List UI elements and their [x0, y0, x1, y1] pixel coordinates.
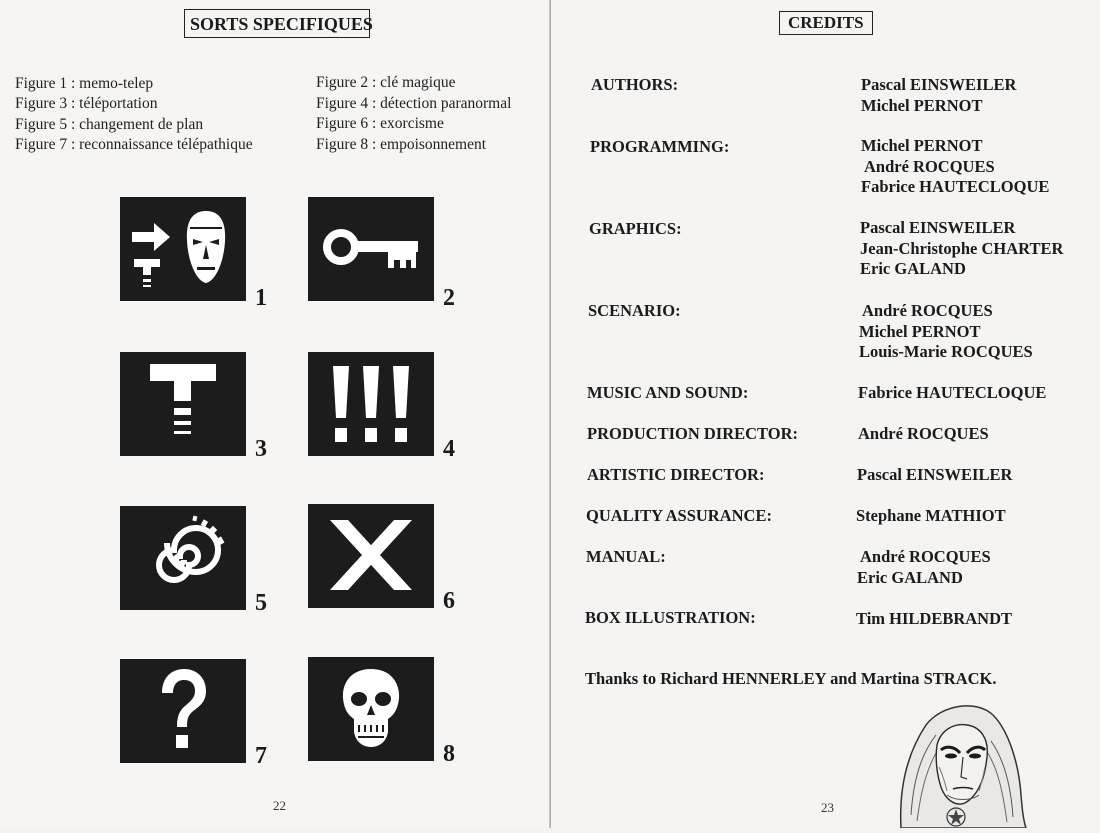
icon-number: 3 [255, 436, 267, 462]
figure-caption: Figure 3 : téléportation [15, 95, 158, 112]
page-title-sorts: SORTS SPECIFIQUES [184, 9, 370, 38]
credit-names [857, 465, 1012, 486]
figure-caption: Figure 1 : memo-telep [15, 75, 154, 92]
figure-caption: Figure 2 : clé magique [316, 74, 456, 91]
credit-name: Pascal EINSWEILER [861, 75, 1017, 94]
icon-number: 8 [443, 741, 455, 767]
credit-name: Tim HILDEBRANDT [856, 609, 1013, 628]
icon-number: 4 [443, 436, 455, 462]
arrow-face-icon [120, 197, 246, 301]
skull-icon [308, 657, 434, 761]
icon-number: 7 [255, 743, 267, 769]
page-title-credits: CREDITS [779, 11, 873, 35]
credit-names [861, 75, 1016, 116]
credit-role: PROGRAMMING: [590, 137, 730, 156]
credit-name: Michel PERNOT [859, 321, 981, 341]
credit-name: André ROCQUES [860, 547, 991, 566]
exclamation-icon [308, 352, 434, 456]
credit-name: Stephane MATHIOT [856, 506, 1006, 525]
hooded-figure-illustration [881, 695, 1041, 828]
credit-role: GRAPHICS: [589, 219, 682, 238]
credit-names [861, 136, 1049, 198]
credit-name: Michel PERNOT [861, 136, 983, 155]
credit-names [856, 506, 1006, 527]
credit-role: BOX ILLUSTRATION: [585, 608, 756, 627]
icon-number: 2 [443, 285, 455, 311]
credit-names [860, 218, 1063, 280]
spiral-icon [120, 506, 246, 610]
credit-names [857, 547, 991, 588]
credit-names [858, 424, 989, 445]
credit-role: ARTISTIC DIRECTOR: [587, 465, 765, 484]
credit-name: Pascal EINSWEILER [860, 218, 1016, 237]
icon-number: 5 [255, 590, 267, 616]
question-icon [120, 659, 246, 763]
key-icon [308, 197, 434, 301]
credit-name: André ROCQUES [862, 301, 993, 320]
figure-caption: Figure 7 : reconnaissance télépathique [15, 136, 253, 153]
credit-role: SCENARIO: [588, 301, 681, 320]
credit-name: Eric GALAND [857, 567, 963, 587]
credit-role: PRODUCTION DIRECTOR: [587, 424, 799, 443]
credit-name: Fabrice HAUTECLOQUE [858, 383, 1047, 402]
credit-name: Louis-Marie ROCQUES [859, 342, 1033, 361]
credit-name: Eric GALAND [860, 259, 966, 278]
credit-name: Jean-Christophe CHARTER [860, 238, 1064, 258]
figure-caption: Figure 8 : empoisonnement [316, 136, 487, 153]
right-page [551, 0, 1100, 828]
teleport-t-icon [120, 352, 246, 456]
credit-name: André ROCQUES [864, 156, 995, 176]
credit-role: AUTHORS: [591, 75, 679, 94]
figure-caption: Figure 6 : exorcisme [316, 115, 444, 132]
page-number: 22 [273, 798, 286, 813]
figure-caption: Figure 4 : détection paranormal [316, 95, 512, 112]
icon-number: 6 [443, 588, 455, 614]
credit-role: QUALITY ASSURANCE: [586, 506, 772, 525]
credit-name: André ROCQUES [858, 424, 989, 443]
credit-names [858, 383, 1046, 404]
credit-name: Fabrice HAUTECLOQUE [861, 177, 1050, 196]
credit-name: Pascal EINSWEILER [857, 465, 1013, 484]
credit-names [859, 301, 1033, 363]
credit-names [856, 609, 1012, 630]
cross-icon [308, 504, 434, 608]
page-number: 23 [821, 800, 834, 815]
thanks-line: Thanks to Richard HENNERLEY and Martina STRACK. [585, 669, 997, 688]
figure-caption: Figure 5 : changement de plan [15, 116, 204, 133]
credit-role: MANUAL: [586, 547, 666, 566]
credit-role: MUSIC AND SOUND: [587, 383, 749, 402]
icon-number: 1 [255, 285, 267, 311]
credit-name: Michel PERNOT [861, 95, 983, 115]
left-page [0, 0, 551, 828]
